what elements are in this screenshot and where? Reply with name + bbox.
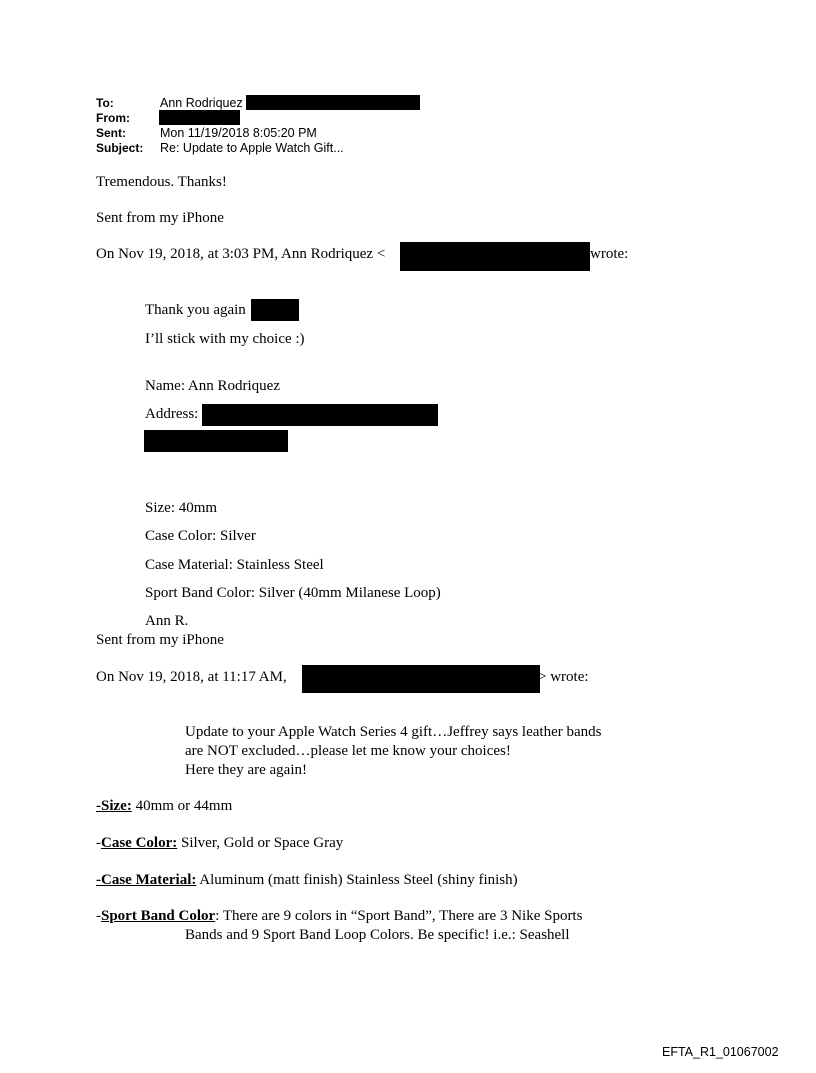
quote-name: Name: Ann Rodriquez: [145, 378, 280, 394]
redaction-block: [246, 95, 420, 110]
option-band-color-value: : There are 9 colors in “Sport Band”, There are 3 Nike Sports: [215, 908, 583, 924]
redaction-block: [159, 110, 240, 125]
quote-address-label: Address:: [145, 406, 199, 422]
quote-line: I’ll stick with my choice :): [145, 331, 305, 347]
quote-signoff: Ann R.: [145, 613, 189, 629]
to-label: To:: [96, 96, 114, 110]
subject-label: Subject:: [96, 141, 144, 155]
option-case-material-label: -Case Material:: [96, 872, 197, 888]
option-dash: -: [96, 835, 101, 851]
to-value: Ann Rodriquez: [160, 96, 243, 110]
reply-header: On Nov 19, 2018, at 11:17 AM,: [96, 669, 287, 685]
redaction-block: [400, 242, 590, 271]
sent-value: Mon 11/19/2018 8:05:20 PM: [160, 126, 317, 140]
quote-line: Update to your Apple Watch Series 4 gift…Jeffrey says leather bands: [185, 724, 602, 740]
option-band-color-continued: Bands and 9 Sport Band Loop Colors. Be specific! i.e.: Seashell: [185, 927, 570, 943]
option-case-color-label: Case Color:: [101, 835, 178, 851]
redaction-block: [144, 430, 288, 452]
subject-value: Re: Update to Apple Watch Gift...: [160, 141, 344, 155]
option-case-material: [96, 872, 518, 889]
option-band-color: [96, 908, 582, 925]
quote-line: Here they are again!: [185, 762, 308, 778]
body-line: Tremendous. Thanks!: [96, 174, 227, 190]
redaction-block: [302, 665, 540, 693]
option-dash: -: [96, 908, 101, 924]
quote-line: Case Color: Silver: [145, 528, 256, 544]
from-label: From:: [96, 111, 130, 125]
quote-line: Case Material: Stainless Steel: [145, 557, 324, 573]
redaction-block: [202, 404, 438, 426]
document-id: EFTA_R1_01067002: [662, 1045, 779, 1059]
reply-header: On Nov 19, 2018, at 3:03 PM, Ann Rodriquez <: [96, 246, 386, 262]
option-case-color-value: Silver, Gold or Space Gray: [177, 835, 344, 851]
option-band-color-label: Sport Band Color: [101, 908, 216, 924]
option-case-color: [96, 835, 343, 852]
redaction-block: [251, 299, 299, 321]
option-size-value: 40mm or 44mm: [131, 798, 233, 814]
reply-header-suffix: wrote:: [590, 246, 629, 262]
option-size: [96, 798, 232, 815]
body-line: Sent from my iPhone: [96, 632, 224, 648]
quote-line: Thank you again: [145, 302, 246, 318]
option-case-material-value: Aluminum (matt finish) Stainless Steel (shiny finish): [196, 872, 518, 888]
quote-line: Sport Band Color: Silver (40mm Milanese Loop): [145, 585, 441, 601]
quote-line: are NOT excluded…please let me know your choices!: [185, 743, 511, 759]
body-line: Sent from my iPhone: [96, 210, 224, 226]
reply-header-suffix: > wrote:: [538, 669, 589, 685]
option-size-label: -Size:: [96, 798, 132, 814]
sent-label: Sent:: [96, 126, 126, 140]
quote-line: Size: 40mm: [145, 500, 218, 516]
